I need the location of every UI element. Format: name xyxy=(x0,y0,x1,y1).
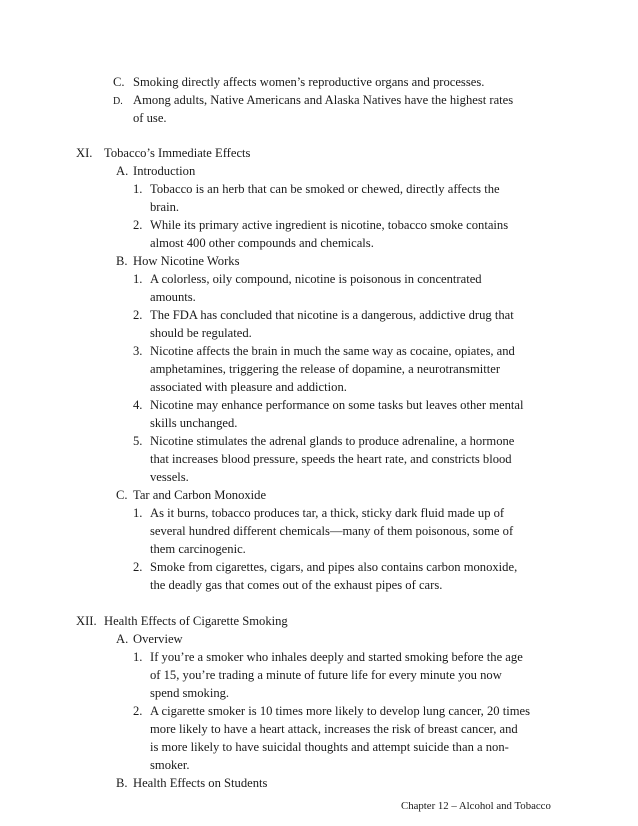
list-item-number: 2. xyxy=(133,560,143,574)
list-item-number: 2. xyxy=(133,218,143,232)
list-item-text: While its primary active ingredient is nicotine, tobacco smoke contains xyxy=(150,218,509,232)
list-item-number: 5. xyxy=(133,434,143,448)
list-item-text: of 15, you’re trading a minute of future life for every minute you now xyxy=(150,668,502,682)
subsection-title: Health Effects on Students xyxy=(133,776,268,790)
section-number: XI. xyxy=(76,146,93,160)
list-item-text: amphetamines, triggering the release of dopamine, a neurotransmitter xyxy=(150,362,501,376)
list-item-number: 3. xyxy=(133,344,143,358)
page-footer: Chapter 12 – Alcohol and Tobacco xyxy=(401,800,551,812)
item-label-d: D. xyxy=(113,96,123,107)
section-title: Tobacco’s Immediate Effects xyxy=(104,146,251,160)
list-item-text: A colorless, oily compound, nicotine is poisonous in concentrated xyxy=(150,272,482,286)
subsection-title: Tar and Carbon Monoxide xyxy=(133,488,267,502)
list-item-text: almost 400 other compounds and chemicals. xyxy=(150,236,374,250)
list-item-text: Smoke from cigarettes, cigars, and pipes also contains carbon monoxide, xyxy=(150,560,518,574)
list-item-text: spend smoking. xyxy=(150,686,230,700)
list-item-text: is more likely to have suicidal thoughts and attempt suicide than a non- xyxy=(150,740,509,754)
list-item-text: that increases blood pressure, speeds the heart rate, and constricts blood xyxy=(150,452,512,466)
list-item-number: 1. xyxy=(133,650,143,664)
list-item-number: 1. xyxy=(133,182,143,196)
list-item-text: Tobacco is an herb that can be smoked or chewed, directly affects the xyxy=(150,182,500,196)
list-item-text: more likely to have a heart attack, increases the risk of breast cancer, and xyxy=(150,722,518,736)
list-item-number: 1. xyxy=(133,272,143,286)
list-item-text: Nicotine stimulates the adrenal glands to produce adrenaline, a hormone xyxy=(150,434,515,448)
list-item-number: 4. xyxy=(133,398,143,412)
subsection-title: Introduction xyxy=(133,164,196,178)
section-title: Health Effects of Cigarette Smoking xyxy=(104,614,288,628)
item-text: Among adults, Native Americans and Alaska Natives have the highest rates xyxy=(133,93,514,107)
subsection-label: C. xyxy=(116,488,128,502)
subsection-title: How Nicotine Works xyxy=(133,254,240,268)
list-item-text: vessels. xyxy=(150,470,189,484)
list-item-text: brain. xyxy=(150,200,180,214)
item-label-c: C. xyxy=(113,75,125,89)
list-item-text: If you’re a smoker who inhales deeply and started smoking before the age xyxy=(150,650,523,664)
section-number: XII. xyxy=(76,614,97,628)
list-item-text: the deadly gas that comes out of the exhaust pipes of cars. xyxy=(150,578,443,592)
list-item-text: associated with pleasure and addiction. xyxy=(150,380,347,394)
list-item-number: 2. xyxy=(133,308,143,322)
subsection-label: B. xyxy=(116,254,128,268)
list-item-text: smoker. xyxy=(150,758,190,772)
subsection-label: A. xyxy=(116,164,129,178)
item-text: Smoking directly affects women’s reproductive organs and processes. xyxy=(133,75,485,89)
list-item-text: A cigarette smoker is 10 times more likely to develop lung cancer, 20 times xyxy=(150,704,531,718)
subsection-title: Overview xyxy=(133,632,183,646)
list-item-text: The FDA has concluded that nicotine is a dangerous, addictive drug that xyxy=(150,308,514,322)
list-item-text: them carcinogenic. xyxy=(150,542,246,556)
list-item-text: skills unchanged. xyxy=(150,416,238,430)
list-item-text: Nicotine affects the brain in much the same way as cocaine, opiates, and xyxy=(150,344,515,358)
list-item-text: Nicotine may enhance performance on some tasks but leaves other mental xyxy=(150,398,524,412)
item-text: of use. xyxy=(133,111,167,125)
list-item-text: As it burns, tobacco produces tar, a thick, sticky dark fluid made up of xyxy=(150,506,505,520)
list-item-text: amounts. xyxy=(150,290,196,304)
list-item-number: 1. xyxy=(133,506,143,520)
list-item-text: several hundred different chemicals—many of them poisonous, some of xyxy=(150,524,514,538)
list-item-number: 2. xyxy=(133,704,143,718)
list-item-text: should be regulated. xyxy=(150,326,252,340)
subsection-label: A. xyxy=(116,632,129,646)
subsection-label: B. xyxy=(116,776,128,790)
